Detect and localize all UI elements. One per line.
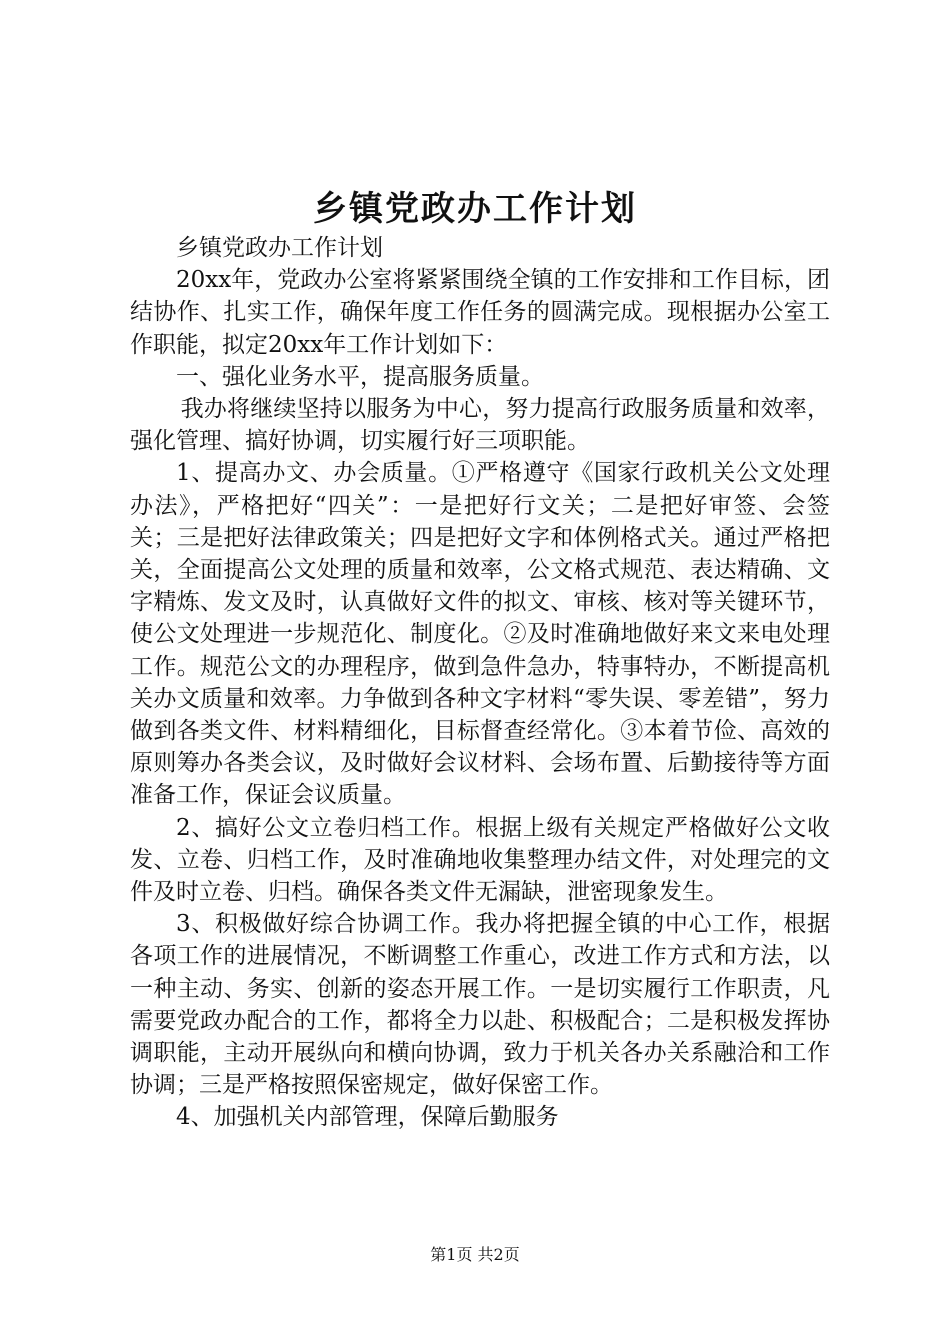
- paragraph-intro: 20xx年，党政办公室将紧紧围绕全镇的工作安排和工作目标，团结协作、扎实工作，确保年度工作任务的圆满完成。现根据办公室工作职能，拟定20xx年工作计划如下：: [130, 267, 830, 358]
- page-number-footer: 第1页 共2页: [430, 1245, 520, 1264]
- paragraph-item-1: 1、提高办文、办会质量。①严格遵守《国家行政机关公文处理办法》，严格把好“四关”：一是把好行文关；二是把好审签、会签关；三是把好法律政策关；四是把好文字和体例格式关。通过严格把关，全面提高公文处理的质量和效率，公文格式规范、表达精确、文字精炼、发文及时，认真做好文件的拟文、审核、核对等关键环节，使公文处理进一步规范化、制度化。②及时准确地做好来文来电处理工作。规范公文的办理程序，做到急件急办，特事特办，不断提高机关办文质量和效率。力争做到各种文字材料“零失误、零差错”，努力做到各类文件、材料精细化，目标督查经常化。③本着节俭、高效的原则筹办各类会议，及时做好会议材料、会场布置、后勤接待等方面准备工作，保证会议质量。: [130, 460, 830, 809]
- paragraph-item-4: 4、加强机关内部管理，保障后勤服务: [176, 1104, 559, 1131]
- paragraph-subtitle: 乡镇党政办工作计划: [176, 235, 383, 261]
- paragraph-item-3: 3、积极做好综合协调工作。我办将把握全镇的中心工作，根据各项工作的进展情况，不断调整工作重心，改进工作方式和方法，以一种主动、务实、创新的姿态开展工作。一是切实履行工作职责，凡需要党政办配合的工作，都将全力以赴、积极配合；二是积极发挥协调职能，主动开展纵向和横向协调，致力于机关各办关系融洽和工作协调；三是严格按照保密规定，做好保密工作。: [130, 911, 830, 1099]
- paragraph-item-2: 2、搞好公文立卷归档工作。根据上级有关规定严格做好公文收发、立卷、归档工作，及时准确地收集整理办结文件，对处理完的文件及时立卷、归档。确保各类文件无漏缺，泄密现象发生。: [130, 814, 830, 906]
- document-body: [130, 232, 830, 1134]
- paragraph-section-summary: 我办将继续坚持以服务为中心，努力提高行政服务质量和效率，强化管理、搞好协调，切实履行好三项职能。: [130, 396, 830, 455]
- document-title: 乡镇党政办工作计划: [313, 189, 637, 229]
- paragraph-section-heading: 一、强化业务水平，提高服务质量。: [176, 363, 544, 390]
